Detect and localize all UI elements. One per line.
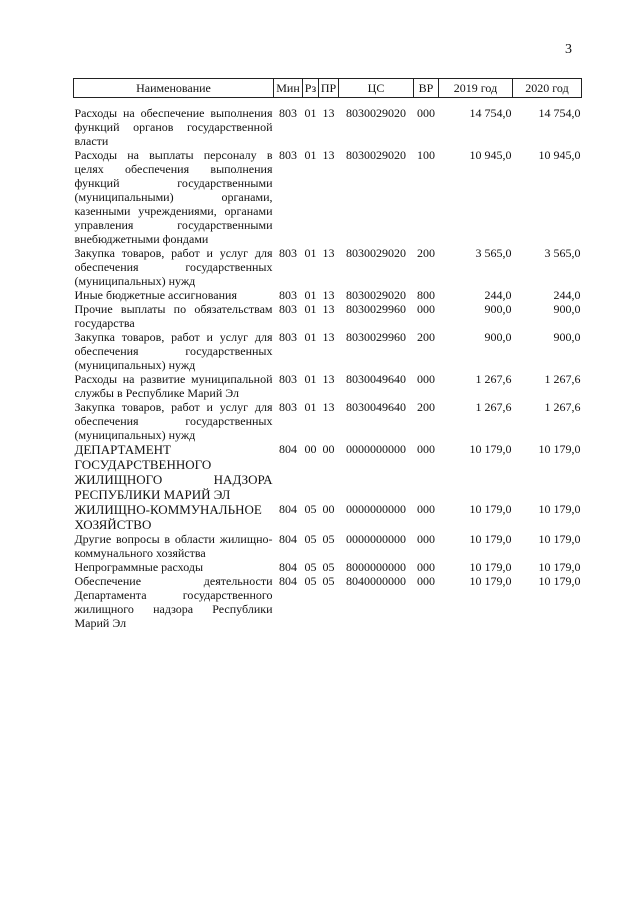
row-vr: 000 — [417, 532, 435, 546]
table-row — [74, 372, 582, 400]
row-min: 803 — [279, 372, 297, 386]
row-rz: 01 — [304, 330, 317, 344]
row-rz: 01 — [304, 400, 317, 414]
row-min: 804 — [279, 574, 297, 588]
row-cs: 8030049640 — [346, 400, 406, 414]
table-header-row — [74, 79, 582, 98]
row-2020: 900,0 — [553, 330, 581, 344]
row-min: 803 — [279, 302, 297, 316]
row-name: ЖИЛИЩНО-КОММУНАЛЬНОЕ ХОЗЯЙСТВО — [74, 502, 262, 532]
row-vr: 200 — [417, 330, 435, 344]
table-row — [74, 532, 582, 560]
row-2020: 244,0 — [553, 288, 581, 302]
row-rz: 05 — [304, 502, 317, 516]
row-min: 804 — [279, 502, 297, 516]
row-2019: 10 179,0 — [469, 442, 512, 456]
table-row — [74, 246, 582, 288]
row-vr: 000 — [417, 442, 435, 456]
row-min: 803 — [279, 288, 297, 302]
row-min: 804 — [279, 560, 297, 574]
row-pr: 13 — [322, 246, 335, 260]
row-2019: 10 179,0 — [469, 574, 512, 588]
row-name: ДЕПАРТАМЕНТ ГОСУДАРСТВЕННОГО ЖИЛИЩНОГО НАДЗОРА РЕСПУБЛИКИ МАРИЙ ЭЛ — [74, 442, 273, 502]
row-rz: 01 — [304, 372, 317, 386]
row-rz: 05 — [304, 532, 317, 546]
row-cs: 8030029960 — [346, 330, 406, 344]
row-vr: 000 — [417, 560, 435, 574]
table-row — [74, 148, 582, 246]
row-2020: 1 267,6 — [544, 372, 581, 386]
row-name: Непрограммные расходы — [74, 560, 204, 574]
table-row — [74, 502, 582, 532]
row-pr: 05 — [322, 532, 335, 546]
row-name: Другие вопросы в области жилищно-коммунального хозяйства — [74, 532, 273, 560]
row-vr: 000 — [417, 372, 435, 386]
table-row — [74, 288, 582, 302]
row-vr: 200 — [417, 246, 435, 260]
budget-table — [73, 78, 582, 630]
row-min: 804 — [279, 442, 297, 456]
row-2020: 10 179,0 — [538, 560, 581, 574]
row-2019: 10 179,0 — [469, 560, 512, 574]
row-rz: 01 — [304, 106, 317, 120]
row-2020: 10 179,0 — [538, 532, 581, 546]
row-name: Расходы на обеспечение выполнения функций органов государственной власти — [74, 106, 273, 148]
row-pr: 05 — [322, 574, 335, 588]
header-cs: ЦС — [339, 79, 414, 98]
row-2020: 10 945,0 — [538, 148, 581, 162]
header-rz: Рз — [303, 79, 319, 98]
row-2020: 14 754,0 — [538, 106, 581, 120]
header-min: Мин — [274, 79, 303, 98]
row-vr: 100 — [417, 148, 435, 162]
row-rz: 01 — [304, 246, 317, 260]
row-rz: 05 — [304, 560, 317, 574]
row-vr: 800 — [417, 288, 435, 302]
row-name: Закупка товаров, работ и услуг для обеспечения государственных (муниципальных) нужд — [74, 330, 273, 372]
header-vr: ВР — [414, 79, 439, 98]
row-pr: 00 — [322, 502, 335, 516]
row-pr: 13 — [322, 372, 335, 386]
row-name: Расходы на выплаты персоналу в целях обеспечения выполнения функций государственными (муниципальными) органами, казенными учреждениями, органами управления государственными внебюджетными фондами — [74, 148, 273, 246]
row-name: Закупка товаров, работ и услуг для обеспечения государственных (муниципальных) нужд — [74, 246, 273, 288]
row-rz: 05 — [304, 574, 317, 588]
table-row — [74, 442, 582, 502]
table-row — [74, 330, 582, 372]
row-cs: 0000000000 — [346, 532, 406, 546]
row-2020: 10 179,0 — [538, 442, 581, 456]
row-2019: 3 565,0 — [475, 246, 512, 260]
row-cs: 8030029020 — [346, 246, 406, 260]
row-vr: 000 — [417, 574, 435, 588]
header-pr: ПР — [319, 79, 339, 98]
row-pr: 13 — [322, 302, 335, 316]
row-2019: 14 754,0 — [469, 106, 512, 120]
row-cs: 8030029020 — [346, 106, 406, 120]
header-2019: 2019 год — [439, 79, 513, 98]
row-2020: 900,0 — [553, 302, 581, 316]
row-vr: 000 — [417, 106, 435, 120]
table-row — [74, 560, 582, 574]
row-min: 803 — [279, 400, 297, 414]
row-cs: 8040000000 — [346, 574, 406, 588]
row-cs: 8000000000 — [346, 560, 406, 574]
header-2020: 2020 год — [513, 79, 582, 98]
row-vr: 200 — [417, 400, 435, 414]
row-pr: 00 — [322, 442, 335, 456]
row-2019: 10 179,0 — [469, 502, 512, 516]
row-2019: 1 267,6 — [475, 400, 512, 414]
row-pr: 13 — [322, 330, 335, 344]
row-rz: 01 — [304, 148, 317, 162]
row-min: 803 — [279, 148, 297, 162]
row-cs: 8030029020 — [346, 148, 406, 162]
row-cs: 8030029960 — [346, 302, 406, 316]
row-name: Закупка товаров, работ и услуг для обеспечения государственных (муниципальных) нужд — [74, 400, 273, 442]
row-cs: 0000000000 — [346, 442, 406, 456]
row-rz: 01 — [304, 288, 317, 302]
row-vr: 000 — [417, 502, 435, 516]
row-rz: 00 — [304, 442, 317, 456]
page-number: 3 — [565, 42, 572, 57]
row-name: Обеспечение деятельности Департамента государственного жилищного надзора Республики Марий Эл — [74, 574, 273, 630]
row-min: 803 — [279, 246, 297, 260]
row-2019: 244,0 — [484, 288, 512, 302]
row-2019: 900,0 — [484, 330, 512, 344]
row-2020: 3 565,0 — [544, 246, 581, 260]
row-name: Иные бюджетные ассигнования — [74, 288, 237, 302]
row-vr: 000 — [417, 302, 435, 316]
row-cs: 0000000000 — [346, 502, 406, 516]
table-row — [74, 400, 582, 442]
row-2019: 900,0 — [484, 302, 512, 316]
table-row — [74, 574, 582, 630]
row-min: 804 — [279, 532, 297, 546]
row-pr: 13 — [322, 106, 335, 120]
row-cs: 8030049640 — [346, 372, 406, 386]
table-row — [74, 106, 582, 148]
row-cs: 8030029020 — [346, 288, 406, 302]
row-2020: 1 267,6 — [544, 400, 581, 414]
row-pr: 13 — [322, 288, 335, 302]
row-name: Расходы на развитие муниципальной службы в Республике Марий Эл — [74, 372, 273, 400]
header-name: Наименование — [74, 79, 274, 98]
row-2019: 1 267,6 — [475, 372, 512, 386]
row-2019: 10 945,0 — [469, 148, 512, 162]
table-row — [74, 302, 582, 330]
row-2020: 10 179,0 — [538, 502, 581, 516]
row-name: Прочие выплаты по обязательствам государства — [74, 302, 273, 330]
row-pr: 13 — [322, 148, 335, 162]
row-min: 803 — [279, 106, 297, 120]
row-2019: 10 179,0 — [469, 532, 512, 546]
row-rz: 01 — [304, 302, 317, 316]
row-min: 803 — [279, 330, 297, 344]
row-pr: 13 — [322, 400, 335, 414]
row-2020: 10 179,0 — [538, 574, 581, 588]
row-pr: 05 — [322, 560, 335, 574]
